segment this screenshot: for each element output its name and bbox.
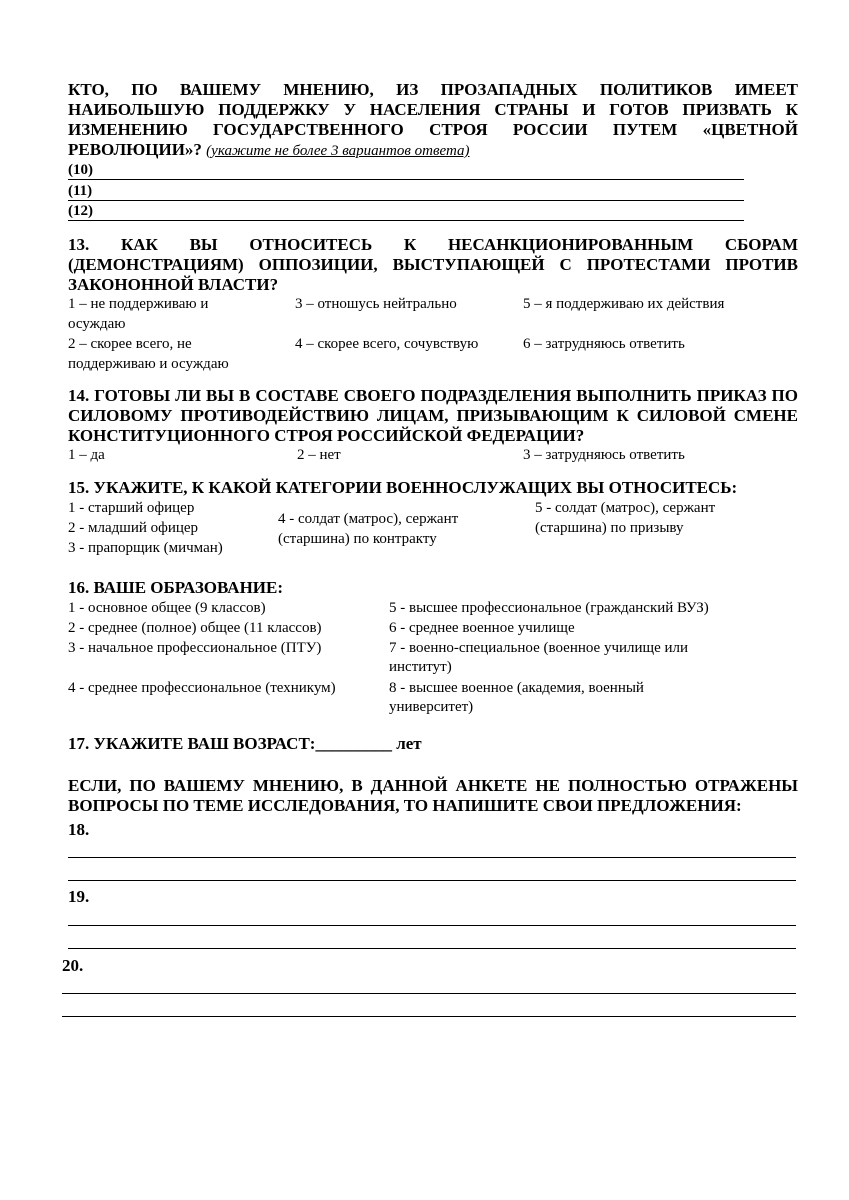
q16-option-1[interactable]: 1 - основное общее (9 классов) <box>68 600 266 616</box>
answer-line-18a[interactable] <box>68 857 796 858</box>
q16-option-2[interactable]: 2 - среднее (полное) общее (11 классов) <box>68 620 322 636</box>
answer-number-20: 20. <box>62 956 84 975</box>
question-line-text: РЕВОЛЮЦИИ»? <box>68 140 202 159</box>
q15-option-2[interactable]: 2 - младший офицер <box>68 520 199 536</box>
answer-line-11[interactable] <box>68 200 744 201</box>
q14-option-1[interactable]: 1 – да <box>68 447 105 463</box>
answer-line-20a[interactable] <box>62 993 796 994</box>
q15-option-3[interactable]: 3 - прапорщик (мичман) <box>68 540 223 556</box>
q16-option-8[interactable]: 8 - высшее военное (академия, военный <box>389 680 644 696</box>
q13-option-6[interactable]: 6 – затрудняюсь ответить <box>523 336 685 352</box>
question-line: 14. ГОТОВЫ ЛИ ВЫ В СОСТАВЕ СВОЕГО ПОДРАЗДЕЛЕНИЯ ВЫПОЛНИТЬ ПРИКАЗ ПО <box>68 386 798 405</box>
question-line: ИЗМЕНЕНИЮ ГОСУДАРСТВЕННОГО СТРОЯ РОССИИ ПУТЕМ «ЦВЕТНОЙ <box>68 120 798 139</box>
question-line: ЕСЛИ, ПО ВАШЕМУ МНЕНИЮ, В ДАННОЙ АНКЕТЕ НЕ ПОЛНОСТЬЮ ОТРАЖЕНЫ <box>68 776 798 795</box>
answer-number-19: 19. <box>68 887 90 906</box>
q16-option-3[interactable]: 3 - начальное профессиональное (ПТУ) <box>68 640 322 656</box>
q15-option-4-cont: (старшина) по контракту <box>278 531 437 547</box>
question-15: 15. УКАЖИТЕ, К КАКОЙ КАТЕГОРИИ ВОЕННОСЛУЖАЩИХ ВЫ ОТНОСИТЕСЬ: <box>68 478 738 497</box>
q13-option-2[interactable]: 2 – скорее всего, не <box>68 336 192 352</box>
answer-line-20b[interactable] <box>62 1016 796 1017</box>
q13-option-3[interactable]: 3 – отношусь нейтрально <box>295 296 457 312</box>
answer-line-10[interactable] <box>68 179 744 180</box>
question-line: КОНСТИТУЦИОННОГО СТРОЯ РОССИЙСКОЙ ФЕДЕРАЦИИ? <box>68 426 585 445</box>
question-line: КТО, ПО ВАШЕМУ МНЕНИЮ, ИЗ ПРОЗАПАДНЫХ ПОЛИТИКОВ ИМЕЕТ <box>68 80 798 99</box>
age-unit: лет <box>396 734 422 753</box>
q15-option-5[interactable]: 5 - солдат (матрос), сержант <box>535 500 716 516</box>
question-17-label: 17. УКАЖИТЕ ВАШ ВОЗРАСТ: <box>68 734 316 753</box>
answer-hint: (укажите не более 3 вариантов ответа) <box>206 143 470 159</box>
question-17 <box>68 734 422 754</box>
q15-option-5-cont: (старшина) по призыву <box>535 520 684 536</box>
answer-line-18b[interactable] <box>68 880 796 881</box>
q15-option-1[interactable]: 1 - старший офицер <box>68 500 195 516</box>
answer-line-12[interactable] <box>68 220 744 221</box>
q14-option-2[interactable]: 2 – нет <box>297 447 341 463</box>
q16-option-7[interactable]: 7 - военно-специальное (военное училище или <box>389 640 689 656</box>
question-line <box>68 140 798 161</box>
answer-number-10: (10) <box>68 162 93 178</box>
q13-option-5[interactable]: 5 – я поддерживаю их действия <box>523 296 725 312</box>
q13-option-1-cont: осуждаю <box>68 316 126 332</box>
answer-number-11: (11) <box>68 183 93 199</box>
question-line: НАИБОЛЬШУЮ ПОДДЕРЖКУ У НАСЕЛЕНИЯ СТРАНЫ И ГОТОВ ПРИЗВАТЬ К <box>68 100 798 119</box>
answer-number-12: (12) <box>68 203 93 219</box>
q13-option-1[interactable]: 1 – не поддерживаю и <box>68 296 209 312</box>
question-line: ЗАКОНОННОЙ ВЛАСТИ? <box>68 275 279 294</box>
answer-line-19b[interactable] <box>68 948 796 949</box>
question-suggestions <box>68 776 798 816</box>
answer-number-18: 18. <box>68 820 90 839</box>
answer-line-19a[interactable] <box>68 925 796 926</box>
q13-option-4[interactable]: 4 – скорее всего, сочувствую <box>295 336 479 352</box>
q16-option-7-cont: институт) <box>389 659 452 675</box>
q16-option-8-cont: университет) <box>389 699 474 715</box>
q13-option-2-cont: поддерживаю и осуждаю <box>68 356 229 372</box>
age-field[interactable]: _________ <box>315 734 392 753</box>
question-13 <box>68 235 798 295</box>
q15-option-4[interactable]: 4 - солдат (матрос), сержант <box>278 511 459 527</box>
q16-option-5[interactable]: 5 - высшее профессиональное (гражданский ВУЗ) <box>389 600 709 616</box>
question-line: ВОПРОСЫ ПО ТЕМЕ ИССЛЕДОВАНИЯ, ТО НАПИШИТЕ СВОИ ПРЕДЛОЖЕНИЯ: <box>68 796 742 815</box>
q16-option-4[interactable]: 4 - среднее профессиональное (техникум) <box>68 680 336 696</box>
question-line: 13. КАК ВЫ ОТНОСИТЕСЬ К НЕСАНКЦИОНИРОВАННЫМ СБОРАМ <box>68 235 798 254</box>
question-line: (ДЕМОНСТРАЦИЯМ) ОППОЗИЦИИ, ВЫСТУПАЮЩЕЙ С ПРОТЕСТАМИ ПРОТИВ <box>68 255 798 274</box>
q16-option-6[interactable]: 6 - среднее военное училище <box>389 620 575 636</box>
question-line: СИЛОВОМУ ПРОТИВОДЕЙСТВИЮ ЛИЦАМ, ПРИЗЫВАЮЩИМ К СИЛОВОЙ СМЕНЕ <box>68 406 798 425</box>
question-western-politicians <box>68 80 798 161</box>
question-16: 16. ВАШЕ ОБРАЗОВАНИЕ: <box>68 578 284 597</box>
question-14 <box>68 386 798 446</box>
q14-option-3[interactable]: 3 – затрудняюсь ответить <box>523 447 685 463</box>
